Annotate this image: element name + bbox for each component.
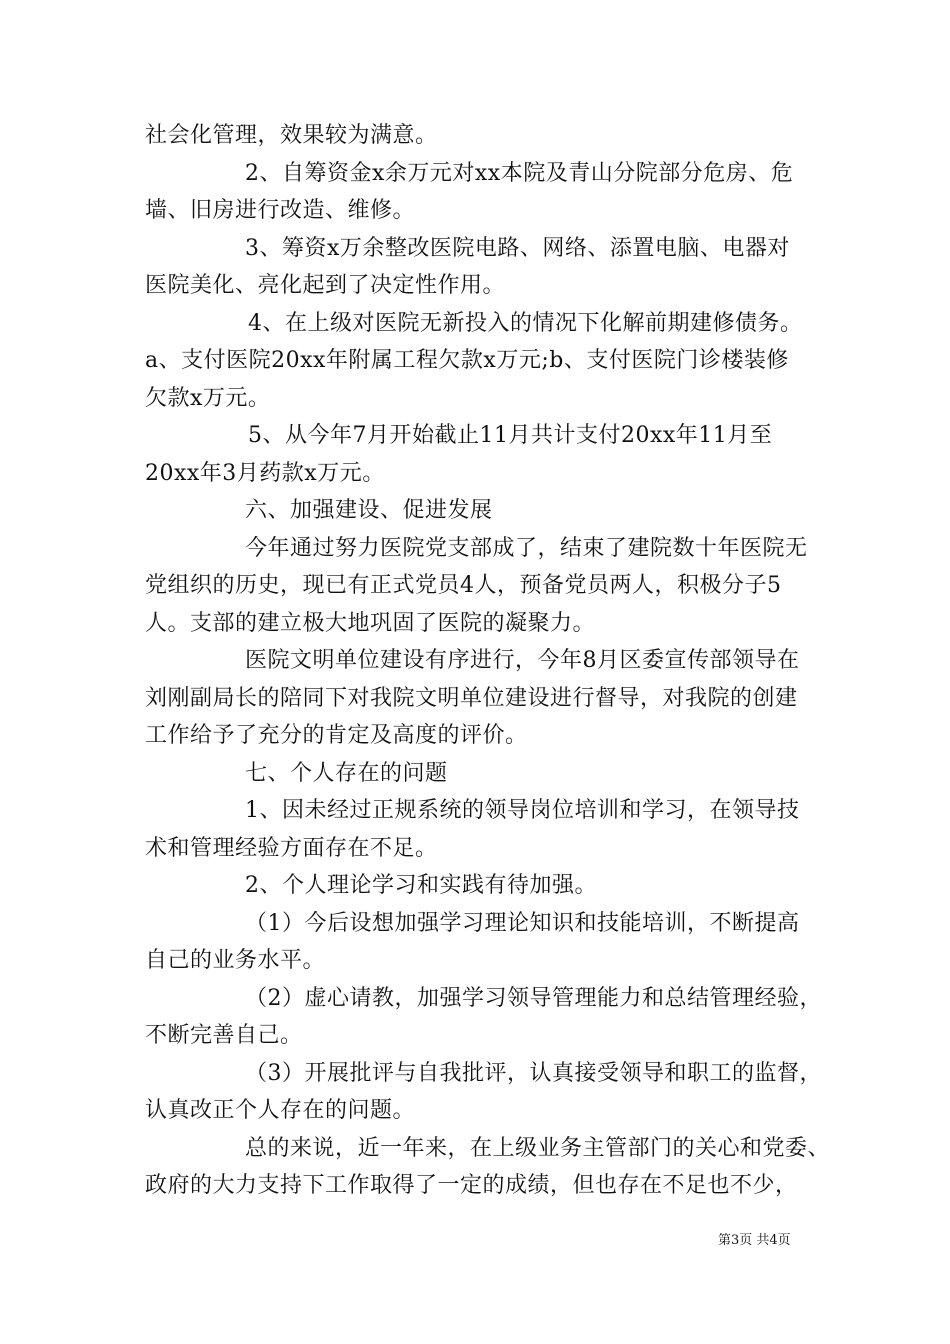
text-line: 2、自筹资金x余万元对xx本院及青山分院部分危房、危	[245, 161, 794, 186]
text-line: 认真改正个人存在的问题。	[145, 1098, 416, 1123]
text-line: a、支付医院20xx年附属工程欠款x万元;b、支付医院门诊楼装修	[145, 348, 789, 373]
text-line: （2）虚心请教，加强学习领导管理能力和总结管理经验，	[245, 986, 822, 1011]
text-line: （1）今后设想加强学习理论知识和技能培训，不断提高	[245, 911, 800, 936]
text-line: 术和管理经验方面存在不足。	[145, 836, 438, 861]
text-line: 医院美化、亮化起到了决定性作用。	[145, 273, 506, 298]
text-line: 总的来说，近一年来，在上级业务主管部门的关心和党委、	[245, 1136, 831, 1161]
text-line: 今年通过努力医院党支部成了，结束了建院数十年医院无	[245, 536, 808, 561]
text-line: 3、筹资x万余整改医院电路、网络、添置电脑、电器对	[245, 236, 790, 261]
text-line: 欠款x万元。	[145, 386, 271, 411]
text-line: （3）开展批评与自我批评，认真接受领导和职工的监督，	[245, 1061, 822, 1086]
section-heading: 六、加强建设、促进发展	[245, 498, 493, 523]
section-heading: 七、个人存在的问题	[245, 761, 448, 786]
text-line: 1、因未经过正规系统的领导岗位培训和学习，在领导技	[245, 798, 800, 823]
text-line: 5、从今年7月开始截止11月共计支付20xx年11月至	[248, 423, 773, 448]
text-line: 政府的大力支持下工作取得了一定的成绩，但也存在不足也不少，	[145, 1173, 798, 1198]
text-line: 不断完善自己。	[145, 1023, 303, 1048]
text-line: 医院文明单位建设有序进行，今年8月区委宣传部领导在	[245, 648, 800, 673]
page-number: 第3页 共4页	[718, 1233, 791, 1248]
text-line: 工作给予了充分的肯定及高度的评价。	[145, 723, 528, 748]
text-line: 人。支部的建立极大地巩固了医院的凝聚力。	[145, 611, 596, 636]
text-line: 社会化管理，效果较为满意。	[145, 123, 438, 148]
text-line: 刘刚副局长的陪同下对我院文明单位建设进行督导，对我院的创建	[145, 686, 798, 711]
text-line: 2、个人理论学习和实践有待加强。	[245, 873, 597, 898]
text-line: 自己的业务水平。	[145, 948, 326, 973]
text-line: 4、在上级对医院无新投入的情况下化解前期建修债务。	[248, 311, 803, 336]
text-line: 党组织的历史，现已有正式党员4人，预备党员两人，积极分子5	[145, 573, 782, 598]
text-line: 墙、旧房进行改造、维修。	[145, 198, 416, 223]
text-line: 20xx年3月药款x万元。	[145, 461, 385, 486]
